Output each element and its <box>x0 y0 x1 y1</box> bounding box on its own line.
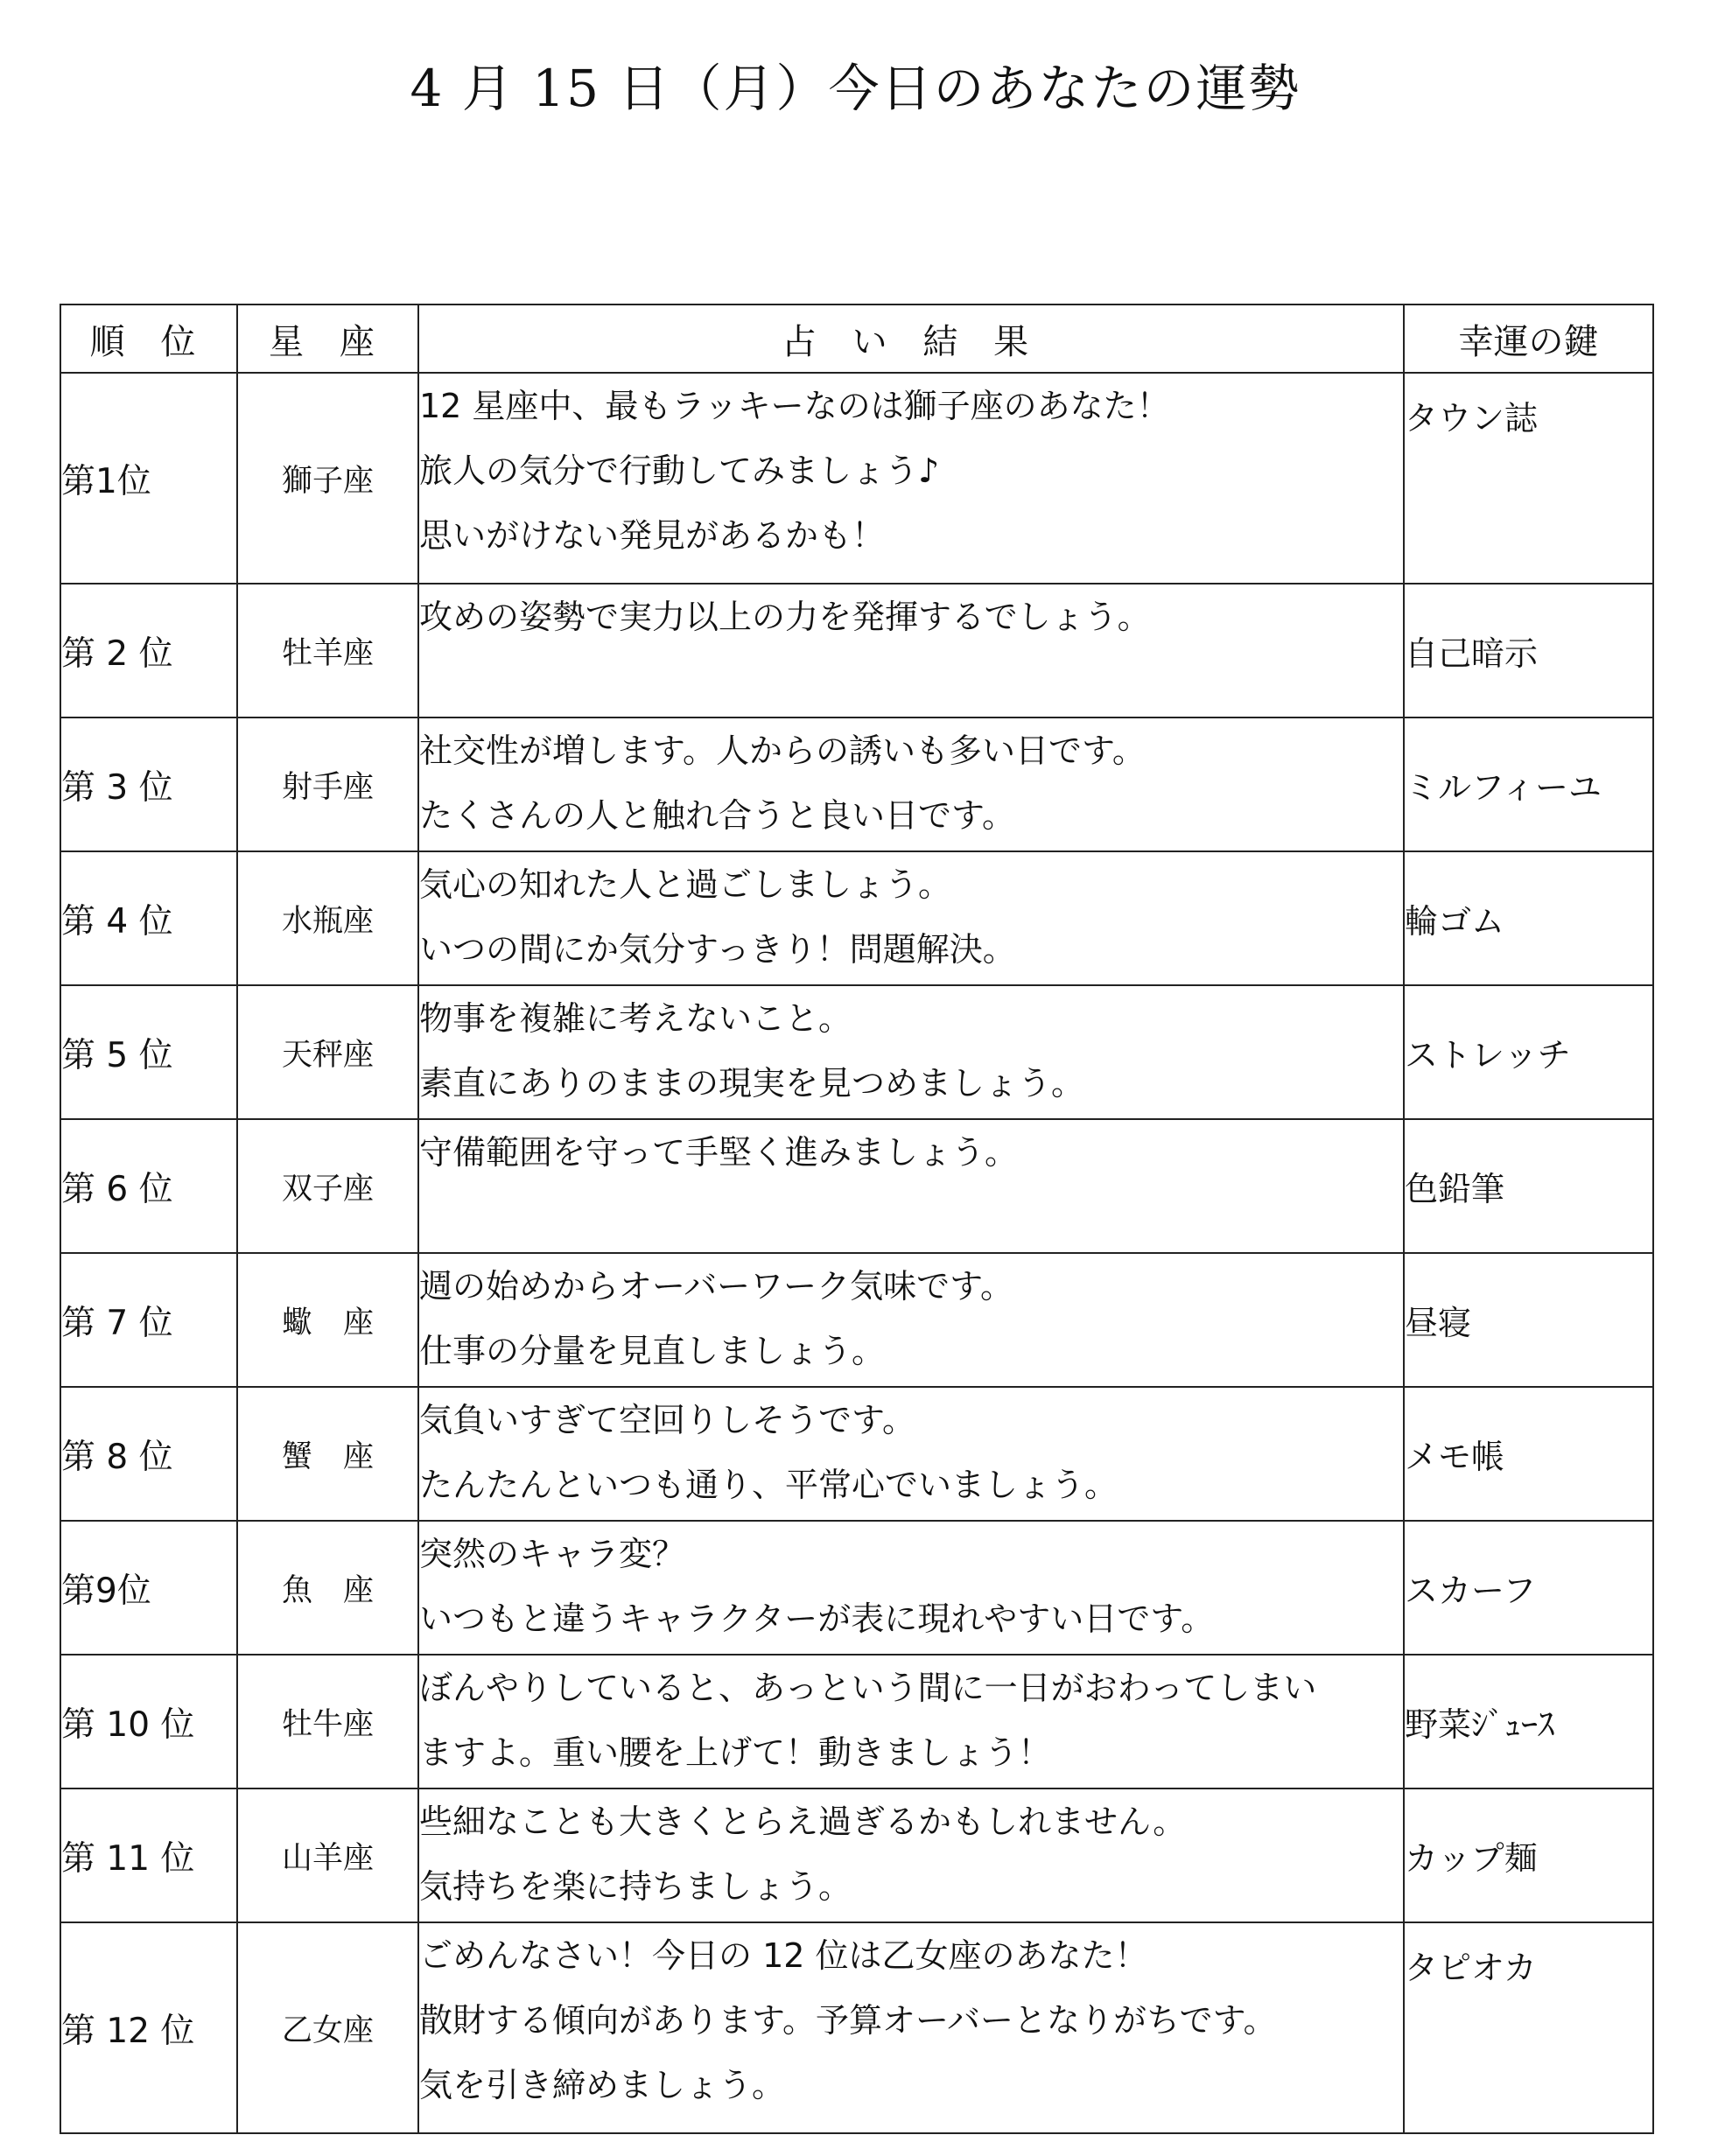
result-cell <box>418 718 1404 851</box>
table-row <box>60 1119 1653 1253</box>
result-line: 気心の知れた人と過ごしましょう。 <box>419 865 952 904</box>
sign-cell: 双子座 <box>237 1119 418 1253</box>
header-key: 幸運の鍵 <box>1404 304 1653 373</box>
result-line: 突然のキャラ変？ <box>419 1535 686 1573</box>
rank-cell: 第 12 位 <box>60 1922 237 2133</box>
sign-cell: 牡羊座 <box>237 584 418 718</box>
fortune-table <box>60 304 1654 2134</box>
result-cell <box>418 1521 1404 1655</box>
table-row <box>60 985 1653 1119</box>
table-row <box>60 584 1653 718</box>
lucky-key-cell: 野菜ｼﾞｭｰｽ <box>1404 1655 1653 1788</box>
rank-cell: 第 6 位 <box>60 1119 237 1253</box>
table-row <box>60 373 1653 584</box>
lucky-key-cell: スカーフ <box>1404 1521 1653 1655</box>
table-row <box>60 1788 1653 1922</box>
header-sign: 星 座 <box>237 304 418 373</box>
result-line: 守備範囲を守って手堅く進みましょう。 <box>419 1133 1019 1172</box>
result-cell <box>418 1788 1404 1922</box>
result-line: 些細なことも大きくとらえ過ぎるかもしれません。 <box>419 1802 1187 1841</box>
table-row <box>60 851 1653 985</box>
sign-cell: 蠍 座 <box>237 1253 418 1387</box>
result-cell <box>418 1253 1404 1387</box>
result-cell <box>418 373 1404 584</box>
sign-cell: 魚 座 <box>237 1521 418 1655</box>
rank-cell: 第9位 <box>60 1521 237 1655</box>
lucky-key-cell: カップ麺 <box>1404 1788 1653 1922</box>
result-line: ますよ。重い腰を上げて！動きましょう！ <box>419 1733 1052 1772</box>
sign-cell: 獅子座 <box>237 373 418 584</box>
lucky-key-cell: 昼寝 <box>1404 1253 1653 1387</box>
lucky-key-cell: タピオカ <box>1404 1922 1653 2133</box>
rank-cell: 第 4 位 <box>60 851 237 985</box>
result-cell <box>418 851 1404 985</box>
result-cell <box>418 1655 1404 1788</box>
result-line: ごめんなさい！今日の 12 位は乙女座のあなた！ <box>419 1936 1148 1975</box>
sign-cell: 天秤座 <box>237 985 418 1119</box>
header-result: 占 い 結 果 <box>418 304 1404 373</box>
lucky-key-cell: 自己暗示 <box>1404 584 1653 718</box>
sign-cell: 山羊座 <box>237 1788 418 1922</box>
lucky-key-cell: タウン誌 <box>1404 373 1653 584</box>
sign-cell: 水瓶座 <box>237 851 418 985</box>
result-line: 気を引き締めましょう。 <box>419 2066 786 2104</box>
sign-cell: 射手座 <box>237 718 418 851</box>
lucky-key-cell: メモ帳 <box>1404 1387 1653 1521</box>
result-line: 旅人の気分で行動してみましょう♪ <box>419 452 940 490</box>
header-rank: 順 位 <box>60 304 237 373</box>
lucky-key-cell: 色鉛筆 <box>1404 1119 1653 1253</box>
result-line: ぼんやりしていると、あっという間に一日がおわってしまい <box>419 1669 1317 1707</box>
sign-cell: 牡牛座 <box>237 1655 418 1788</box>
result-line: 週の始めからオーバーワーク気味です。 <box>419 1267 1014 1306</box>
result-line: 気負いすぎて空回りしそうです。 <box>419 1401 915 1439</box>
table-header-row <box>60 304 1653 373</box>
rank-cell: 第 11 位 <box>60 1788 237 1922</box>
table-row <box>60 1922 1653 2133</box>
result-line: 物事を複雑に考えないこと。 <box>419 999 852 1038</box>
rank-cell: 第1位 <box>60 373 237 584</box>
result-line: 思いがけない発見があるかも！ <box>419 516 886 555</box>
rank-cell: 第 8 位 <box>60 1387 237 1521</box>
result-line: たくさんの人と触れ合うと良い日です。 <box>419 796 1015 835</box>
sign-cell: 乙女座 <box>237 1922 418 2133</box>
table-row <box>60 718 1653 851</box>
lucky-key-cell: ストレッチ <box>1404 985 1653 1119</box>
result-line: いつの間にか気分すっきり！問題解決。 <box>419 930 1016 969</box>
result-line: 攻めの姿勢で実力以上の力を発揮するでしょう。 <box>419 598 1151 636</box>
result-line: 12 星座中、最もラッキーなのは獅子座のあなた！ <box>419 387 1170 425</box>
lucky-key-cell: ミルフィーユ <box>1404 718 1653 851</box>
table-row <box>60 1253 1653 1387</box>
page-title: 4 月 15 日（月）今日のあなたの運勢 <box>410 59 1301 118</box>
result-cell <box>418 1387 1404 1521</box>
result-line: 気持ちを楽に持ちましょう。 <box>419 1867 852 1906</box>
result-cell <box>418 584 1404 718</box>
result-line: 社交性が増します。人からの誘いも多い日です。 <box>419 732 1146 770</box>
result-line: 素直にありのままの現実を見つめましょう。 <box>419 1064 1085 1102</box>
result-line: 散財する傾向があります。予算オーバーとなりがちです。 <box>419 2001 1277 2040</box>
table-row <box>60 1655 1653 1788</box>
rank-cell: 第 2 位 <box>60 584 237 718</box>
rank-cell: 第 3 位 <box>60 718 237 851</box>
sign-cell: 蟹 座 <box>237 1387 418 1521</box>
result-cell <box>418 1119 1404 1253</box>
result-cell <box>418 985 1404 1119</box>
rank-cell: 第 7 位 <box>60 1253 237 1387</box>
table-row <box>60 1521 1653 1655</box>
result-line: たんたんといつも通り、平常心でいましょう。 <box>419 1466 1118 1504</box>
table-row <box>60 1387 1653 1521</box>
result-line: 仕事の分量を見直しましょう。 <box>419 1332 886 1370</box>
rank-cell: 第 10 位 <box>60 1655 237 1788</box>
lucky-key-cell: 輪ゴム <box>1404 851 1653 985</box>
result-cell <box>418 1922 1404 2133</box>
result-line: いつもと違うキャラクターが表に現れやすい日です。 <box>419 1600 1215 1638</box>
rank-cell: 第 5 位 <box>60 985 237 1119</box>
